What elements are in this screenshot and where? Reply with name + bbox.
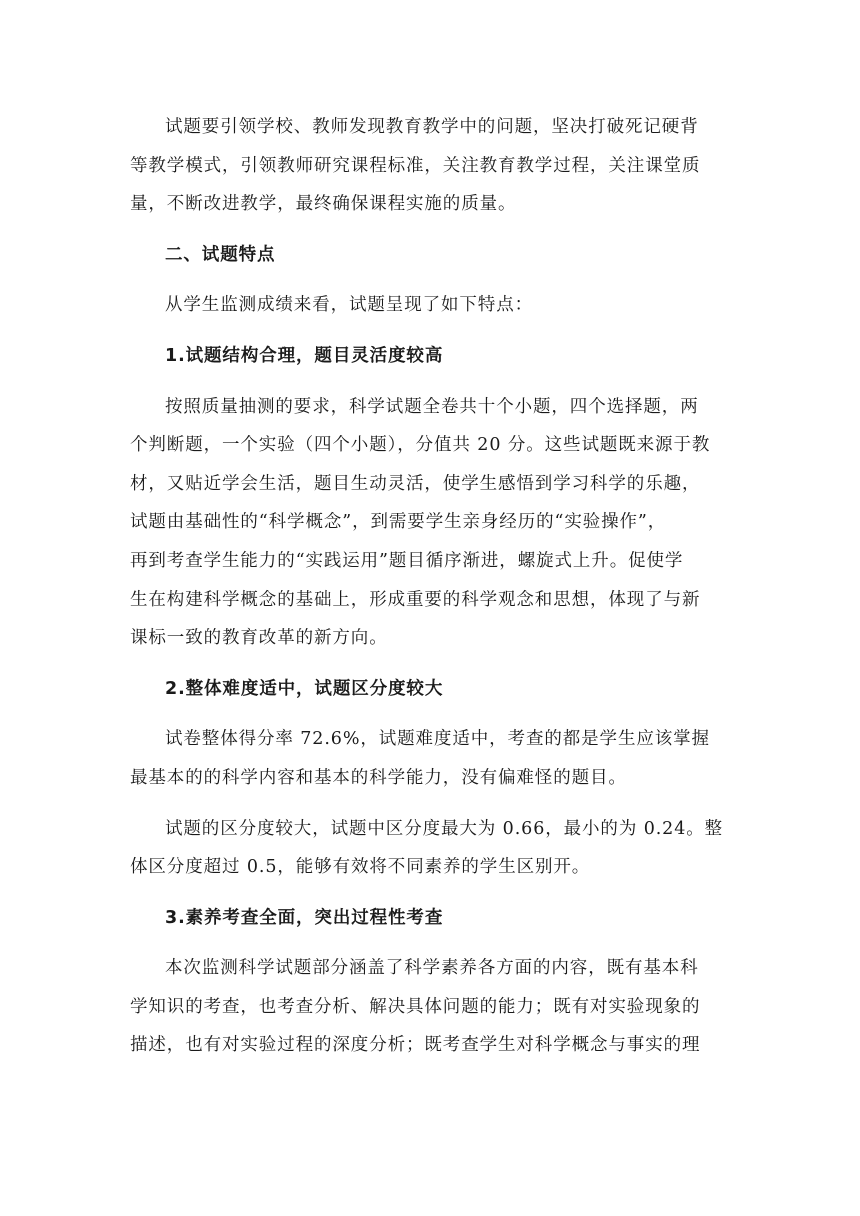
- text-line: 体区分度超过 0.5，能够有效将不同素养的学生区别开。: [130, 857, 591, 878]
- text-line: 材，又贴近学会生活，题目生动灵活，使学生感悟到学习科学的乐趣，: [130, 473, 701, 494]
- text-line: 量，不断改进教学，最终确保课程实施的质量。: [130, 194, 517, 215]
- document-page: [130, 108, 730, 1065]
- text-line: 试题由基础性的“科学概念”，到需要学生亲身经历的“实验操作”，: [130, 512, 667, 533]
- text-line: 按照质量抽测的要求，科学试题全卷共十个小题，四个选择题，两: [165, 396, 699, 417]
- text-line: 描述，也有对实验过程的深度分析；既考查学生对科学概念与事实的理: [130, 1035, 701, 1056]
- paragraph: [130, 108, 730, 224]
- subsection-heading: 2.整体难度适中，试题区分度较大: [165, 678, 444, 699]
- subsection-heading: 1.试题结构合理，题目灵活度较高: [165, 345, 444, 366]
- paragraph: [130, 720, 730, 797]
- section-heading: 二、试题特点: [165, 244, 276, 265]
- paragraph: [130, 388, 730, 658]
- subsection-heading: 3.素养考查全面，突出过程性考查: [165, 907, 444, 928]
- paragraph: [130, 810, 730, 887]
- text-line: 个判断题，一个实验（四个小题），分值共 20 分。这些试题既来源于教: [130, 435, 711, 456]
- text-line: 最基本的的科学内容和基本的科学能力，没有偏难怪的题目。: [130, 767, 627, 788]
- text-line: 本次监测科学试题部分涵盖了科学素养各方面的内容，既有基本科: [165, 958, 699, 979]
- text-line: 生在构建科学概念的基础上，形成重要的科学观念和思想，体现了与新: [130, 589, 701, 610]
- text-line: 从学生监测成绩来看，试题呈现了如下特点：: [165, 295, 533, 316]
- paragraph: [130, 949, 730, 1065]
- text-line: 等教学模式，引领教师研究课程标准，关注教育教学过程，关注课堂质: [130, 155, 701, 176]
- paragraph: [130, 286, 730, 325]
- text-line: 学知识的考查，也考查分析、解决具体问题的能力；既有对实验现象的: [130, 996, 701, 1017]
- text-line: 试题要引领学校、教师发现教育教学中的问题，坚决打破死记硬背: [165, 117, 699, 137]
- text-line: 试题的区分度较大，试题中区分度最大为 0.66，最小的为 0.24。整: [165, 818, 724, 839]
- text-line: 课标一致的教育改革的新方向。: [130, 628, 388, 649]
- text-line: 再到考查学生能力的“实践运用”题目循序渐进，螺旋式上升。促使学: [130, 550, 684, 571]
- text-line: 试卷整体得分率 72.6%，试题难度适中，考查的都是学生应该掌握: [165, 729, 710, 750]
